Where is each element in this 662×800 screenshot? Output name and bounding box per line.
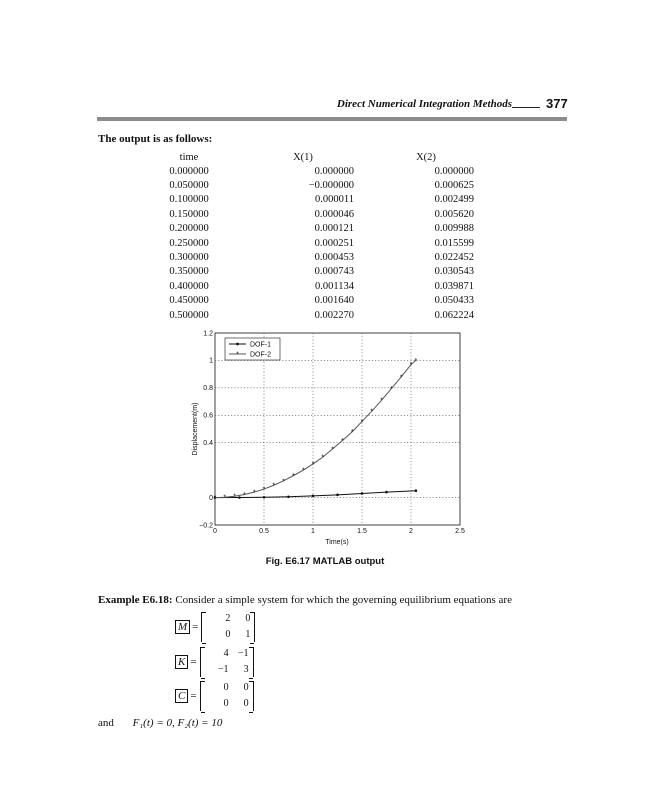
header-time: time (179, 151, 199, 163)
y-tick-label: 0.4 (203, 440, 213, 448)
data-point: * (321, 454, 325, 462)
matrix-cell: −1 (217, 664, 229, 675)
damping-matrix-equation (175, 681, 254, 711)
matrix-cell: 0 (223, 698, 229, 709)
x-tick-label: 1 (311, 528, 315, 535)
data-point: * (399, 374, 403, 382)
table-cell: 0.030543 (434, 266, 474, 278)
figure-caption: Fig. E6.17 MATLAB output (265, 556, 385, 567)
table-cell: 0.050000 (169, 180, 209, 192)
y-tick-label: 1.2 (203, 330, 213, 338)
forces-equation: F₁(t) = 0, F₂(t) = 10 (132, 717, 223, 729)
data-point (287, 495, 290, 498)
intro-text: The output is as follows: (98, 133, 213, 145)
table-cell: 0.000046 (314, 208, 354, 220)
data-point: * (370, 408, 374, 416)
table-row (150, 250, 474, 264)
matrix-cell: 0 (245, 613, 251, 624)
output-table (150, 150, 474, 322)
running-header-title: Direct Numerical Integration Methods (336, 98, 512, 110)
x-tick-label: 2.5 (455, 528, 465, 535)
forces-label: and (98, 717, 114, 729)
table-row (150, 294, 474, 308)
table-cell: 0.050433 (434, 295, 474, 307)
x-tick-label: 1.5 (357, 528, 367, 535)
y-tick-label: 0.8 (203, 385, 213, 393)
matrix-name: K (175, 655, 188, 669)
table-row (150, 193, 474, 207)
table-cell: 0.500000 (169, 309, 209, 321)
data-point: * (252, 489, 256, 497)
table-cell: 0.000453 (314, 252, 354, 264)
table-cell: 0.002270 (314, 309, 354, 321)
data-point: * (292, 473, 295, 481)
mass-matrix (201, 612, 255, 642)
legend-label-dof1: DOF-1 (250, 341, 271, 349)
table-cell: 0.000000 (434, 165, 474, 177)
equals-sign: = (192, 621, 199, 633)
matrix-cell: 1 (245, 629, 251, 640)
x-tick-label: 0.5 (259, 528, 269, 535)
table-cell: 0.000743 (314, 266, 354, 278)
table-cell: 0.200000 (169, 223, 209, 235)
table-cell: 0.100000 (169, 194, 209, 206)
table-cell: 0.450000 (169, 295, 209, 307)
table-cell: 0.000000 (169, 165, 209, 177)
table-row (150, 178, 474, 192)
axis-ticks (199, 330, 465, 535)
legend-label-dof2: DOF-2 (250, 351, 271, 359)
table-row (150, 222, 474, 236)
series-line-dof-2 (215, 357, 418, 497)
table-cell: 0.001134 (315, 280, 354, 292)
series-layer (214, 358, 418, 502)
data-point: * (341, 438, 344, 446)
table-row (150, 308, 474, 322)
data-point: * (213, 495, 217, 503)
table-cell: −0.000000 (308, 180, 354, 192)
table-cell: 0.009988 (434, 223, 474, 235)
x-tick-label: 0 (213, 528, 217, 535)
table-cell: 0.000625 (434, 180, 474, 192)
equals-sign: = (190, 690, 197, 702)
table-cell: 0.002499 (434, 194, 474, 206)
data-point: * (262, 486, 266, 494)
damping-matrix (200, 681, 254, 711)
y-tick-label: −0.2 (199, 522, 213, 530)
data-point (312, 495, 315, 498)
table-cell: 0.250000 (169, 237, 209, 249)
matrix-cell: −1 (237, 648, 249, 659)
table-cell: 0.062224 (434, 309, 474, 321)
table-row (150, 236, 474, 250)
table-cell: 0.350000 (169, 266, 209, 278)
legend (225, 338, 280, 360)
table-cell: 0.150000 (169, 208, 209, 220)
matrix-cell: 0 (243, 682, 249, 693)
data-point: * (233, 493, 236, 501)
x-axis-label: Time(s) (325, 539, 349, 546)
legend-marker-dof2: * (236, 351, 239, 359)
data-point (238, 496, 241, 499)
legend-marker-dof1 (236, 343, 239, 346)
matrix-cell: 4 (223, 648, 229, 659)
grid-lines (215, 333, 460, 525)
table-cell: 0.039871 (434, 280, 474, 292)
table-cell: 0.300000 (169, 252, 209, 264)
example-label: Example E6.18: (98, 594, 173, 606)
data-point: * (223, 494, 227, 502)
table-cell: 0.000121 (314, 223, 354, 235)
plot-frame (215, 333, 460, 525)
data-point: * (380, 397, 383, 405)
matrix-cell: 2 (225, 613, 231, 624)
y-tick-label: 1 (209, 357, 213, 365)
data-point (263, 496, 266, 499)
example-paragraph (98, 594, 512, 606)
table-cell: 0.015599 (434, 237, 474, 249)
table-header-row (150, 150, 474, 164)
page-number: 377 (546, 96, 568, 111)
data-point: * (331, 446, 334, 454)
matrix-cell: 0 (223, 682, 229, 693)
table-cell: 0.000011 (315, 194, 354, 206)
data-point: * (272, 482, 276, 490)
mass-matrix-equation (175, 612, 255, 642)
matrix-name: M (175, 620, 190, 634)
matrix-cell: 0 (225, 629, 231, 640)
header-x1: X(1) (293, 151, 313, 163)
data-point: * (360, 418, 364, 426)
table-cell: 0.000251 (314, 237, 354, 249)
y-tick-label: 0.6 (203, 412, 213, 420)
header-x2: X(2) (416, 151, 436, 163)
y-tick-label: 0 (209, 494, 213, 502)
y-axis-label: Displacement(m) (192, 402, 199, 456)
table-cell: 0.400000 (169, 280, 209, 292)
table-row (150, 207, 474, 221)
data-point: * (409, 362, 413, 370)
displacement-chart (180, 326, 480, 552)
table-cell: 0.022452 (434, 252, 474, 264)
table-cell: 0.001640 (314, 295, 354, 307)
example-text: Consider a simple system for which the governing equilibrium equations are (175, 594, 512, 606)
matrix-cell: 3 (243, 664, 249, 675)
table-row (150, 265, 474, 279)
data-point: * (390, 386, 393, 394)
table-row (150, 164, 474, 178)
stiffness-matrix-equation (175, 647, 254, 677)
header-dash (512, 107, 540, 108)
data-point (385, 491, 388, 494)
stiffness-matrix (200, 647, 254, 677)
matrix-name: C (175, 689, 188, 703)
data-point: * (414, 357, 418, 365)
x-tick-label: 2 (409, 528, 413, 535)
table-cell: 0.000000 (314, 165, 354, 177)
table-cell: 0.005620 (434, 208, 474, 220)
data-point: * (350, 429, 354, 437)
data-point: * (311, 461, 315, 469)
header-rule (97, 117, 567, 121)
data-point (336, 494, 339, 497)
equals-sign: = (190, 656, 197, 668)
data-point: * (301, 467, 305, 475)
matrix-cell: 0 (243, 698, 249, 709)
forces-line (98, 717, 222, 729)
data-point: * (243, 491, 246, 499)
data-point: * (282, 478, 285, 486)
data-point (415, 489, 418, 492)
table-row (150, 279, 474, 293)
data-point (361, 492, 364, 495)
